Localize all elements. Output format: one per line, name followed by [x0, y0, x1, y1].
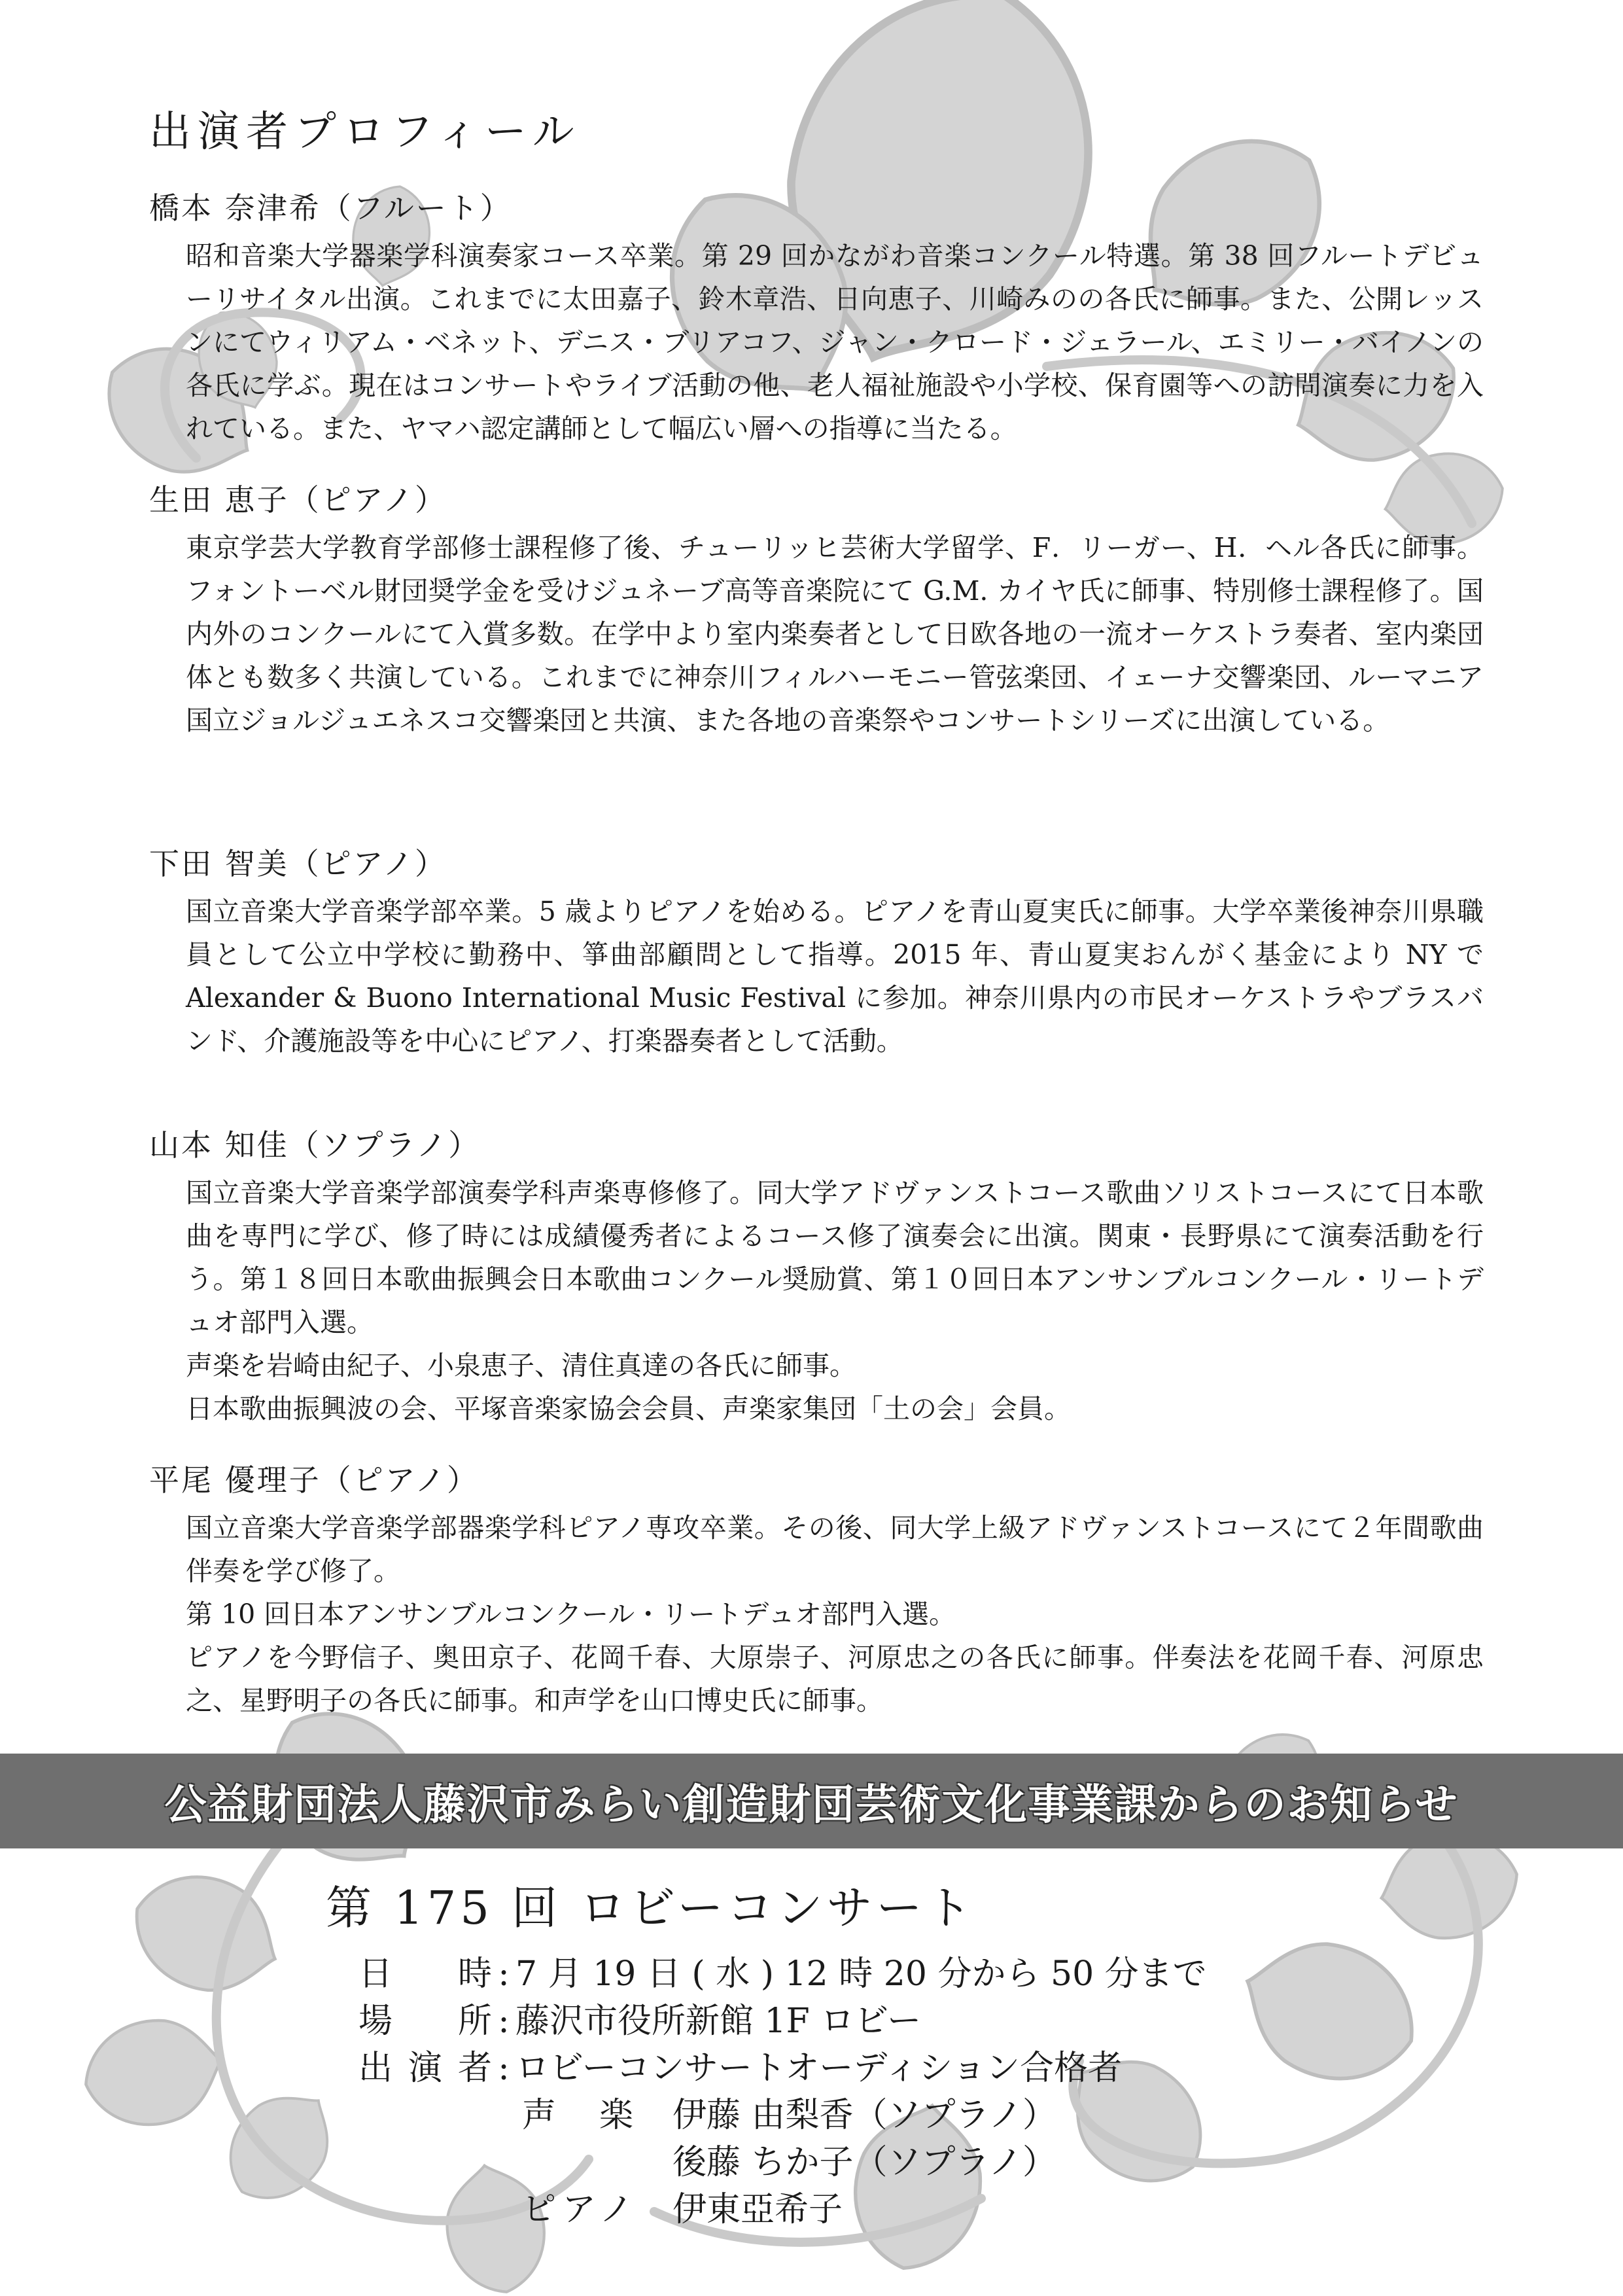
profile-shimoda — [149, 840, 1484, 1063]
profile-bio — [149, 1506, 1484, 1722]
profile-hashimoto — [149, 185, 1484, 450]
date-label: 日時 — [358, 1954, 492, 1994]
profile-hirao — [149, 1457, 1484, 1722]
bio-paragraph: 国立音楽大学音楽学部器楽学科ピアノ専攻卒業。その後、同大学上級アドヴァンストコースにて２年間歌曲伴奏を学び修了。 — [186, 1512, 1484, 1587]
profile-name: 生田 恵子（ピアノ） — [149, 482, 447, 518]
profile-name: 平尾 優理子（ピアノ） — [149, 1462, 479, 1498]
profile-yamamoto — [149, 1122, 1484, 1430]
profile-bio — [149, 526, 1484, 742]
colon: : — [498, 2049, 510, 2088]
performer-role: 声楽 — [522, 2096, 633, 2135]
place-label: 場所 — [358, 2002, 492, 2041]
profile-name: 橋本 奈津希（フルート） — [149, 190, 512, 226]
event-performers-row — [358, 2045, 1207, 2092]
event-info — [326, 1871, 1207, 2233]
page-title: 出演者プロフィール — [149, 108, 581, 156]
performer-row — [522, 2092, 1207, 2139]
bio-paragraph: 昭和音楽大学器楽学科演奏家コース卒業。第 29 回かながわ音楽コンクール特選。第 38 回フルートデビューリサイタル出演。これまでに太田嘉子、鈴木章浩、日向恵子、川崎みのの各氏に師事。また、公開レッスンにてウィリアム・ベネット、デニス・ブリアコフ、ジャン・クロード・ジェラール、エミリー・バイノンの各氏に学ぶ。現在はコンサートやライブ活動の他、老人福祉施設や小学校、保育園等への訪問演奏に力を入れている。また、ヤマハ認定講師として幅広い層への指導に当たる。 — [186, 240, 1484, 444]
profile-ikuta — [149, 476, 1484, 742]
date-value: 7 月 19 日 ( 水 ) 12 時 20 分から 50 分まで — [515, 1954, 1207, 1994]
profile-bio — [149, 234, 1484, 450]
bio-paragraph: 国立音楽大学音楽学部卒業。5 歳よりピアノを始める。ピアノを青山夏実氏に師事。大学卒業後神奈川県職員として公立中学校に勤務中、箏曲部顧問として指導。2015 年、青山夏実おんがく基金により NY で Alexander & Buono International Music Festival に参加。神奈川県内の市民オーケストラやブラスバンド、介護施設等を中心にピアノ、打楽器奏者として活動。 — [186, 896, 1484, 1057]
place-value: 藤沢市役所新館 1F ロビー — [515, 2002, 922, 2041]
performers-value: ロビーコンサートオーディション合格者 — [515, 2049, 1123, 2088]
event-title: 第 175 回 ロビーコンサート — [326, 1881, 976, 1935]
profile-section — [149, 98, 1484, 1748]
performer-row — [522, 2186, 1207, 2233]
profile-bio — [149, 1171, 1484, 1430]
profile-bio — [149, 890, 1484, 1063]
performer-name: 伊藤 由梨香（ソプラノ） — [672, 2096, 1056, 2135]
performer-role: ピアノ — [522, 2190, 633, 2229]
performer-name: 伊東亞希子 — [672, 2190, 843, 2229]
performer-name: 後藤 ちか子（ソプラノ） — [672, 2143, 1056, 2182]
performer-row — [522, 2139, 1207, 2186]
bio-paragraph: ピアノを今野信子、奥田京子、花岡千春、大原崇子、河原忠之の各氏に師事。伴奏法を花岡千春、河原忠之、星野明子の各氏に師事。和声学を山口博史氏に師事。 — [186, 1642, 1484, 1716]
event-place-row — [358, 1998, 1207, 2045]
bio-paragraph: 国立音楽大学音楽学部演奏学科声楽専修修了。同大学アドヴァンストコース歌曲ソリストコースにて日本歌曲を専門に学び、修了時には成績優秀者によるコース修了演奏会に出演。関東・長野県にて演奏活動を行う。第１８回日本歌曲振興会日本歌曲コンクール奨励賞、第１０回日本アンサンブルコンクール・リートデュオ部門入選。 — [186, 1177, 1484, 1338]
profile-name: 山本 知佳（ソプラノ） — [149, 1127, 481, 1163]
notice-banner — [0, 1754, 1623, 1848]
colon: : — [498, 1954, 510, 1994]
profile-name: 下田 智美（ピアノ） — [149, 846, 447, 881]
bio-paragraph: 東京学芸大学教育学部修士課程修了後、チューリッヒ芸術大学留学、F．リーガー、H．ヘル各氏に師事。フォントーベル財団奨学金を受けジュネーブ高等音楽院にて G.M. カイヤ氏に師事、特別修士課程修了。国内外のコンクールにて入賞多数。在学中より室内楽奏者として日欧各地の一流オーケストラ奏者、室内楽団体とも数多く共演している。これまでに神奈川フィルハーモニー管弦楽団、イェーナ交響楽団、ルーマニア国立ジョルジュエネスコ交響楽団と共演、また各地の音楽祭やコンサートシリーズに出演している。 — [186, 532, 1484, 736]
event-date-row — [358, 1951, 1207, 1998]
colon: : — [498, 2002, 510, 2041]
bio-paragraph: 声楽を岩崎由紀子、小泉恵子、清住真達の各氏に師事。 — [186, 1350, 856, 1381]
performers-label: 出演者 — [358, 2049, 492, 2088]
bio-paragraph: 日本歌曲振興波の会、平塚音楽家協会会員、声楽家集団「土の会」会員。 — [186, 1393, 1071, 1424]
notice-banner-text: 公益財団法人藤沢市みらい創造財団芸術文化事業課からのお知らせ — [164, 1780, 1459, 1829]
bio-paragraph: 第 10 回日本アンサンブルコンクール・リートデュオ部門入選。 — [186, 1598, 956, 1630]
